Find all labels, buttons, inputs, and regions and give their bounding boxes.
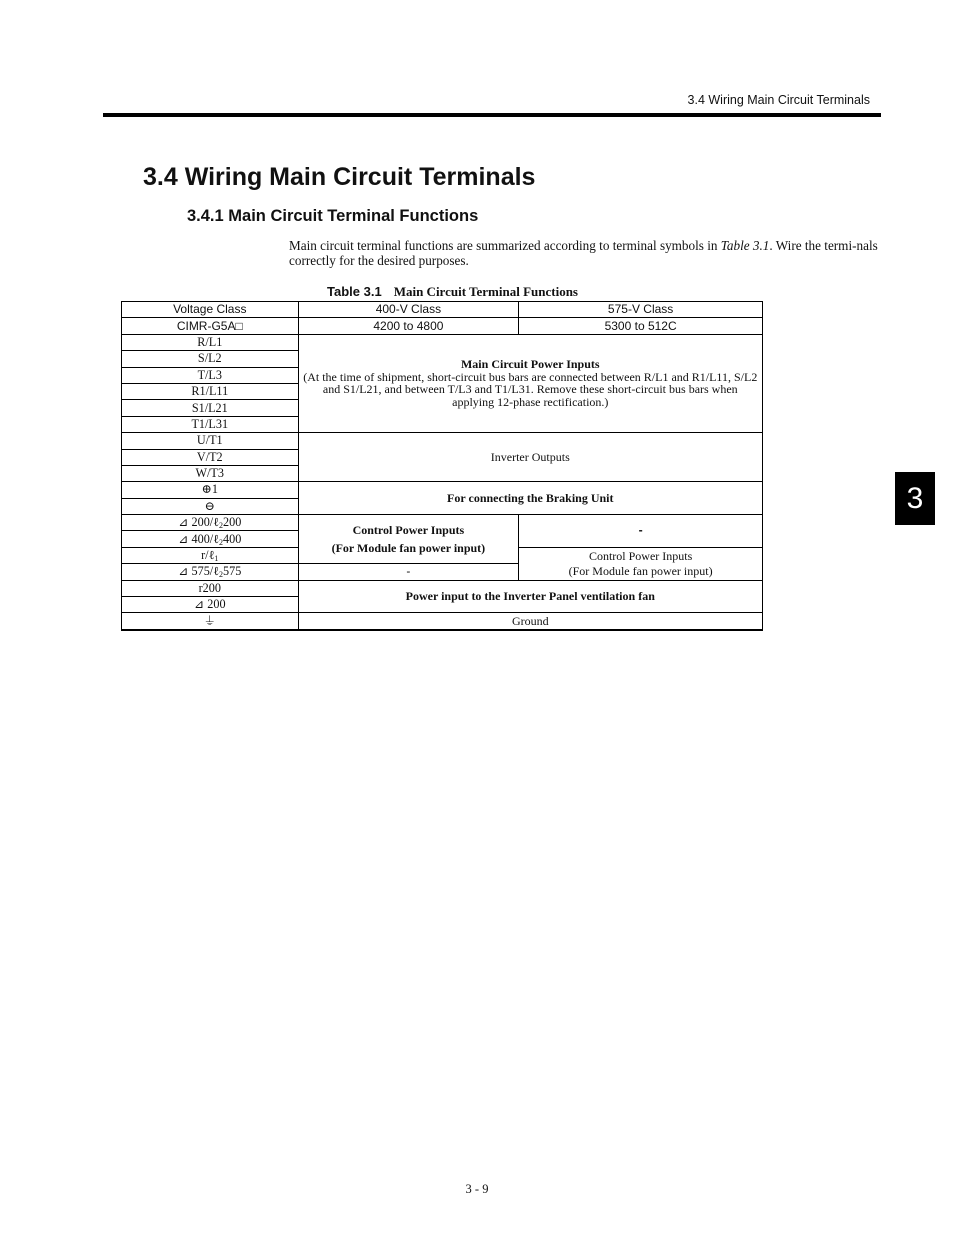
- dash-cell: -: [519, 515, 763, 548]
- section-title: 3.4 Wiring Main Circuit Terminals: [143, 163, 536, 191]
- main-power-title: Main Circuit Power Inputs: [460, 357, 600, 372]
- control-power-575-title: Control Power Inputs: [588, 548, 693, 563]
- terminal-t1-l31: T1/L31: [122, 416, 299, 432]
- table-reference-link[interactable]: Table 3.1: [720, 238, 770, 253]
- control-power-575-note: (For Module fan power input): [568, 564, 713, 579]
- intro-text-after: . Wire the termi-nals correctly for the desired purposes.: [289, 238, 878, 268]
- table-row: [122, 580, 763, 596]
- control-power-note: (For Module fan power input): [331, 540, 486, 555]
- terminal-v-t2: V/T2: [122, 449, 299, 465]
- table-row: [122, 613, 763, 630]
- terminal-r400-l2400: ⊿ 400/ℓ$_2$400: [122, 531, 299, 547]
- terminal-s200: ⊿ 200: [122, 597, 299, 613]
- terminal-r1-l11: R1/L11: [122, 383, 299, 399]
- panel-fan-cell: Power input to the Inverter Panel ventilation fan: [298, 580, 762, 613]
- voltage-class-header: Voltage Class: [122, 302, 299, 318]
- main-power-note: (At the time of shipment, short-circuit bus bars are connected between R/L1 and R1/L11, S/L2 and S1/L21, and between T/L3 and T1/L31. Remove these short-circuit bus bars when applying 12-phase rectification.): [303, 369, 758, 410]
- intro-paragraph: [289, 239, 882, 268]
- inverter-outputs-cell: Inverter Outputs: [298, 433, 762, 482]
- terminal-r-l1: R/L1: [122, 334, 299, 350]
- table-row: [122, 515, 763, 531]
- dash-575-cell: -: [298, 564, 519, 580]
- braking-unit-cell: For connecting the Braking Unit: [298, 482, 762, 515]
- control-power-title: Control Power Inputs: [352, 523, 465, 538]
- table-row: [122, 334, 763, 350]
- range-400: 4200 to 4800: [298, 318, 519, 334]
- class-400-header: 400-V Class: [298, 302, 519, 318]
- subsection-title: 3.4.1 Main Circuit Terminal Functions: [187, 207, 479, 225]
- table-header-row: [122, 302, 763, 318]
- terminal-u-t1: U/T1: [122, 433, 299, 449]
- table-caption: [327, 284, 578, 300]
- terminal-r200: r200: [122, 580, 299, 596]
- control-power-575-cell: [519, 547, 763, 580]
- terminal-r575-l2575: ⊿ 575/ℓ$_2$575: [122, 564, 299, 580]
- terminal-functions-table: [121, 301, 763, 631]
- ground-icon: ⏚: [122, 613, 299, 630]
- terminal-minus: ⊖: [122, 498, 299, 514]
- intro-text-before: Main circuit terminal functions are summarized according to terminal symbols in: [289, 238, 721, 253]
- terminal-t-l3: T/L3: [122, 367, 299, 383]
- table-row: [122, 433, 763, 449]
- terminal-s-l2: S/L2: [122, 351, 299, 367]
- terminal-s1-l21: S1/L21: [122, 400, 299, 416]
- page-number: 3 - 9: [465, 1182, 489, 1196]
- header-rule: [103, 113, 881, 117]
- main-power-cell: [298, 334, 762, 432]
- range-575: 5300 to 512C: [519, 318, 763, 334]
- chapter-tab[interactable]: 3: [895, 472, 935, 525]
- table-caption-label: Table 3.1: [327, 284, 382, 299]
- terminal-plus1: ⊕1: [122, 482, 299, 498]
- table-model-row: [122, 318, 763, 334]
- control-power-cell: [298, 515, 519, 564]
- table-caption-title: Main Circuit Terminal Functions: [393, 284, 578, 299]
- ground-cell: Ground: [298, 613, 762, 630]
- terminal-r200-l2200: ⊿ 200/ℓ$_2$200: [122, 515, 299, 531]
- table-row: [122, 482, 763, 498]
- class-575-header: 575-V Class: [519, 302, 763, 318]
- model-header: CIMR-G5A□: [122, 318, 299, 334]
- terminal-w-t3: W/T3: [122, 465, 299, 481]
- running-header: 3.4 Wiring Main Circuit Terminals: [687, 93, 870, 107]
- terminal-r-l1-ctrl: r/ℓ$_1$: [122, 547, 299, 563]
